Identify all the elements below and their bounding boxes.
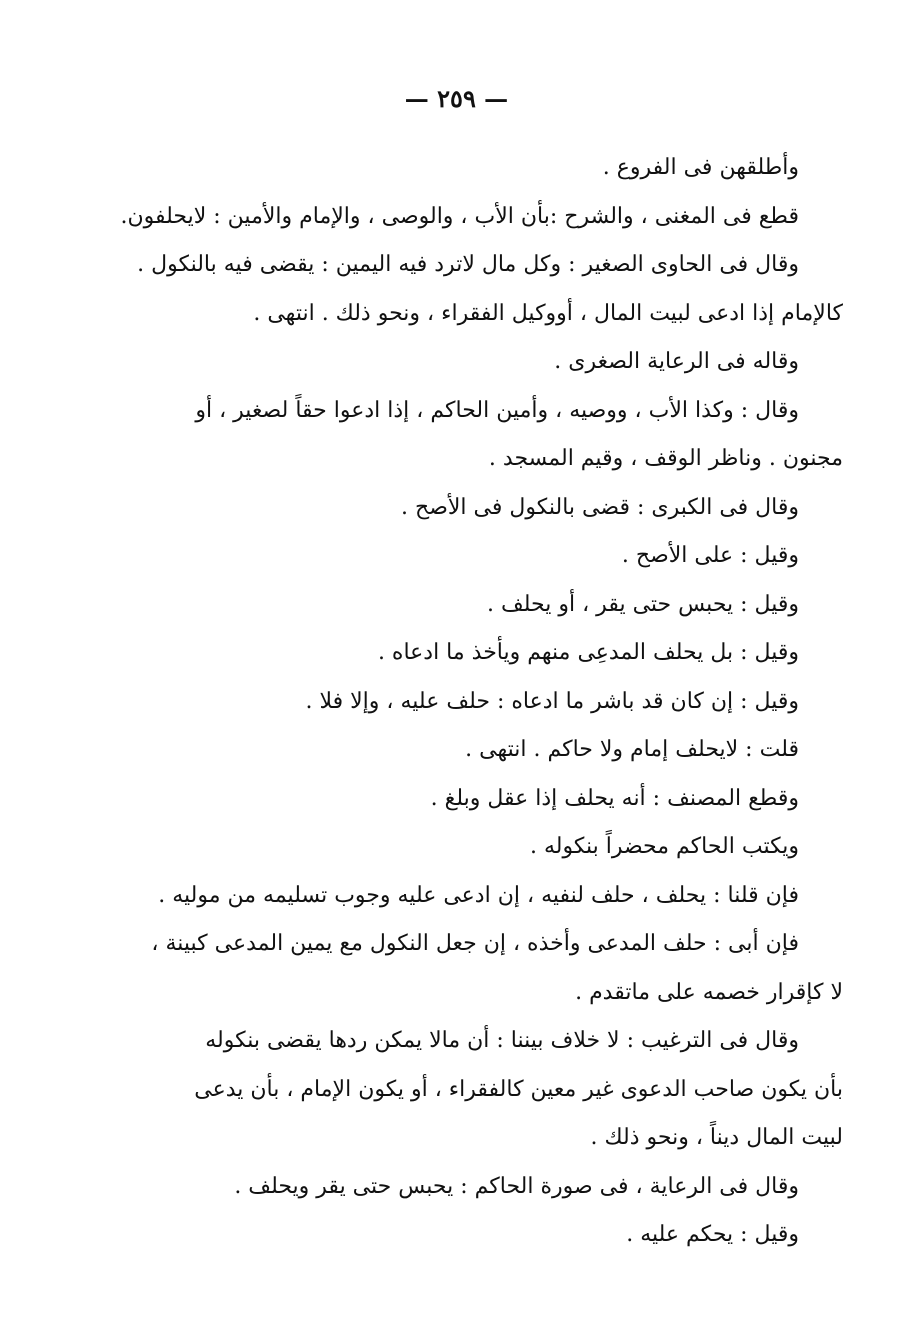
- text-line: مجنون . وناظر الوقف ، وقيم المسجد .: [488, 446, 843, 471]
- text-line: لا كإقرار خصمه على ماتقدم .: [575, 979, 843, 1005]
- text-line: وأطلقهن فى الفروع .: [602, 155, 799, 180]
- text-line: فإن قلنا : يحلف ، حلف لنفيه ، إن ادعى عليه وجوب تسليمه من موليه .: [158, 882, 799, 908]
- text-line: وقاله فى الرعاية الصغرى .: [554, 349, 799, 374]
- text-line: وقال فى الترغيب : لا خلاف بيننا : أن مالا يمكن ردها يقضى بنكوله: [205, 1028, 799, 1053]
- text-line: وقيل : يحبس حتى يقر ، أو يحلف .: [487, 591, 799, 617]
- text-line: لبيت المال ديناً ، ونحو ذلك .: [590, 1125, 843, 1150]
- text-line: وقيل : على الأصح .: [621, 543, 799, 568]
- text-line: فإن أبى : حلف المدعى وأخذه ، إن جعل النكول مع يمين المدعى كبينة ،: [151, 931, 799, 956]
- text-line: وقيل : يحكم عليه .: [626, 1222, 799, 1247]
- text-line: كالإمام إذا ادعى لبيت المال ، أووكيل الفقراء ، ونحو ذلك . انتهى .: [253, 300, 843, 326]
- text-line: وقال فى الكبرى : قضى بالنكول فى الأصح .: [401, 494, 799, 520]
- body-text: [120, 144, 843, 1260]
- text-line: ويكتب الحاكم محضراً بنكوله .: [529, 834, 799, 859]
- text-line: بأن يكون صاحب الدعوى غير معين كالفقراء ، أو يكون الإمام ، بأن يدعى: [194, 1076, 843, 1102]
- page-number: — ٢٥٩ —: [404, 84, 509, 113]
- text-line: وقطع المصنف : أنه يحلف إذا عقل وبلغ .: [430, 785, 799, 811]
- text-line: وقيل : بل يحلف المدعِى منهم ويأخذ ما ادعاه .: [377, 640, 799, 665]
- text-line: وقال فى الحاوى الصغير : وكل مال لاترد فيه اليمين : يقضى فيه بالنكول .: [137, 252, 799, 277]
- text-line: قطع فى المغنى ، والشرح :بأن الأب ، والوصى ، والإمام والأمين : لايحلفون.: [120, 203, 799, 229]
- text-line: وقال : وكذا الأب ، ووصيه ، وأمين الحاكم ، إذا ادعوا حقاً لصغير ، أو: [195, 397, 799, 423]
- text-line: قلت : لايحلف إمام ولا حاكم . انتهى .: [465, 737, 799, 762]
- text-line: وقال فى الرعاية ، فى صورة الحاكم : يحبس حتى يقر ويحلف .: [234, 1173, 799, 1199]
- text-line: وقيل : إن كان قد باشر ما ادعاه : حلف عليه ، وإلا فلا .: [305, 688, 799, 714]
